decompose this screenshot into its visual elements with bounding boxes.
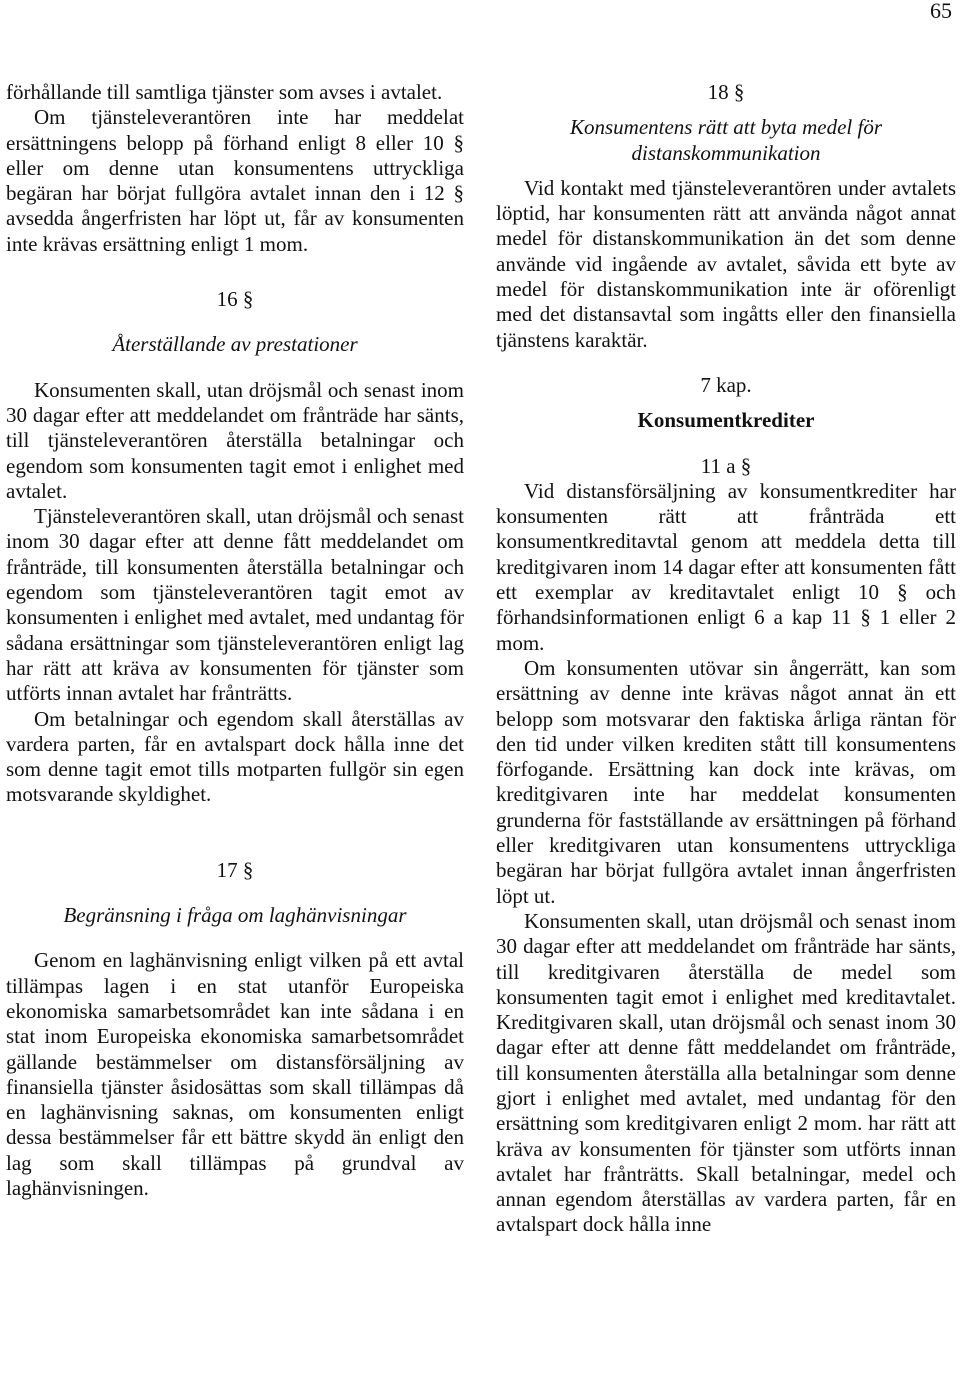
paragraph-compensation: Om tjänsteleverantören inte har meddelat ersättningens belopp på förhand enligt 8 eller 10 § eller om denne utan konsumentens uttryckliga begäran har börjat fullgöra avtalet innan den i 12 § avsedda ångerfristen har löpt ut, får av konsumenten inte krävas ersättning enligt 1 mom. xyxy=(6,105,464,256)
section-17-number: 17 § xyxy=(216,857,254,882)
section-16-paragraph-2: Tjänsteleverantören skall, utan dröjsmål och senast inom 30 dagar efter att denne fått meddelandet om frånträde, till konsumenten återställa betalningar och egendom som tjänsteleverantören tagit emot av konsumenten i enlighet med avtalet, med undantag för sådana ersättningar som tjänsteleverantören enligt lag har rätt att kräva av konsumenten för tjänster som utförts innan avtalet har frånträtts. xyxy=(6,504,464,706)
section-11a-number: 11 a § xyxy=(700,453,752,478)
paragraph-continuation: förhållande till samtliga tjänster som avses i avtalet. xyxy=(6,80,443,104)
section-16-title: Återställande av prestationer xyxy=(112,332,358,357)
section-17-paragraph-1: Genom en laghänvisning enligt vilken på ett avtal tillämpas lagen i en stat utanför Europeiska ekonomiska samarbetsområdet kan inte sådana i en stat inom Europeiska ekonomiska samarbetsområdet gällande bestämmelser om distansförsäljning av finansiella tjänster åsidosättas som skall tillämpas då en laghänvisning saknas, om konsumenten enligt dessa bestämmelser får ett bättre skydd än enligt den lag som skall tillämpas på grundval av laghänvisningen. xyxy=(6,948,464,1200)
section-17-title: Begränsning i fråga om laghänvisningar xyxy=(63,903,407,928)
right-column xyxy=(496,80,956,1238)
section-16-number: 16 § xyxy=(216,287,254,312)
section-16-paragraph-1: Konsumenten skall, utan dröjsmål och senast inom 30 dagar efter att meddelandet om frånträde har sänts, till tjänsteleverantören återställa betalningar och egendom som konsumenten tagit emot i enlighet med avtalet. xyxy=(6,377,464,503)
chapter-title: Konsumentkrediter xyxy=(637,408,815,433)
section-11a-paragraph-2: Om konsumenten utövar sin ångerrätt, kan som ersättning av denne inte krävas något annat än ett belopp som motsvarar den faktiska årliga räntan för den tid under vilken krediten stått till konsumentens förfogande. Ersättning kan dock inte krävas, om kreditgivaren inte har meddelat konsumenten grunderna för fastställande av ersättningen på förhand eller kreditgivaren utan konsumentens uttryckliga begäran har börjat fullgöra avtalet innan ångerfristen löpt ut. xyxy=(496,655,956,908)
section-18-number: 18 § xyxy=(707,80,745,104)
section-16-paragraph-3: Om betalningar och egendom skall återställas av vardera parten, får en avtalspart dock hålla inne det som denne tagit emot tills motparten fullgör sin egen motsvarande skyldighet. xyxy=(6,706,464,807)
section-18-paragraph-1: Vid kontakt med tjänsteleverantören under avtalets löptid, har konsumenten rätt att använda något annat medel för distanskommunikation än det som denne använde vid ingående av avtalet, såvida ett byte av medel för distanskommunikation inte är oförenligt med det distansavtal som ingåtts eller den finansiella tjänstens karaktär. xyxy=(496,175,956,352)
section-18-title: Konsumentens rätt att byta medel för distanskommunikation xyxy=(569,115,883,165)
chapter-number: 7 kap. xyxy=(700,372,752,397)
left-column xyxy=(6,80,464,1201)
section-11a-paragraph-3: Konsumenten skall, utan dröjsmål och senast inom 30 dagar efter att meddelandet om frånträde har sänts, till kreditgivaren återställa de medel som konsumenten tagit emot i enlighet med kreditavtalet. Kreditgivaren skall, utan dröjsmål och senast inom 30 dagar efter att denne fått meddelandet om frånträde, till konsumenten återställa alla betalningar som denne gjort i enlighet med avtalet, med undantag för den ersättning som kreditgivaren enligt 2 mom. har rätt att kräva av konsumenten för tjänster som utförts innan avtalet har frånträtts. Skall betalningar, medel och annan egendom återställas av vardera parten, får en avtalspart dock hålla inne xyxy=(496,908,956,1237)
page-number: 65 xyxy=(930,0,952,23)
section-11a-paragraph-1: Vid distansförsäljning av konsumentkrediter har konsumenten rätt att frånträda ett konsumentkreditavtal genom att meddela detta till kreditgivaren inom 14 dagar efter att konsumenten fått ett exemplar av kreditavtalet enligt 10 § och förhandsinformationen enligt 6 a kap 11 § 1 eller 2 mom. xyxy=(496,478,956,655)
